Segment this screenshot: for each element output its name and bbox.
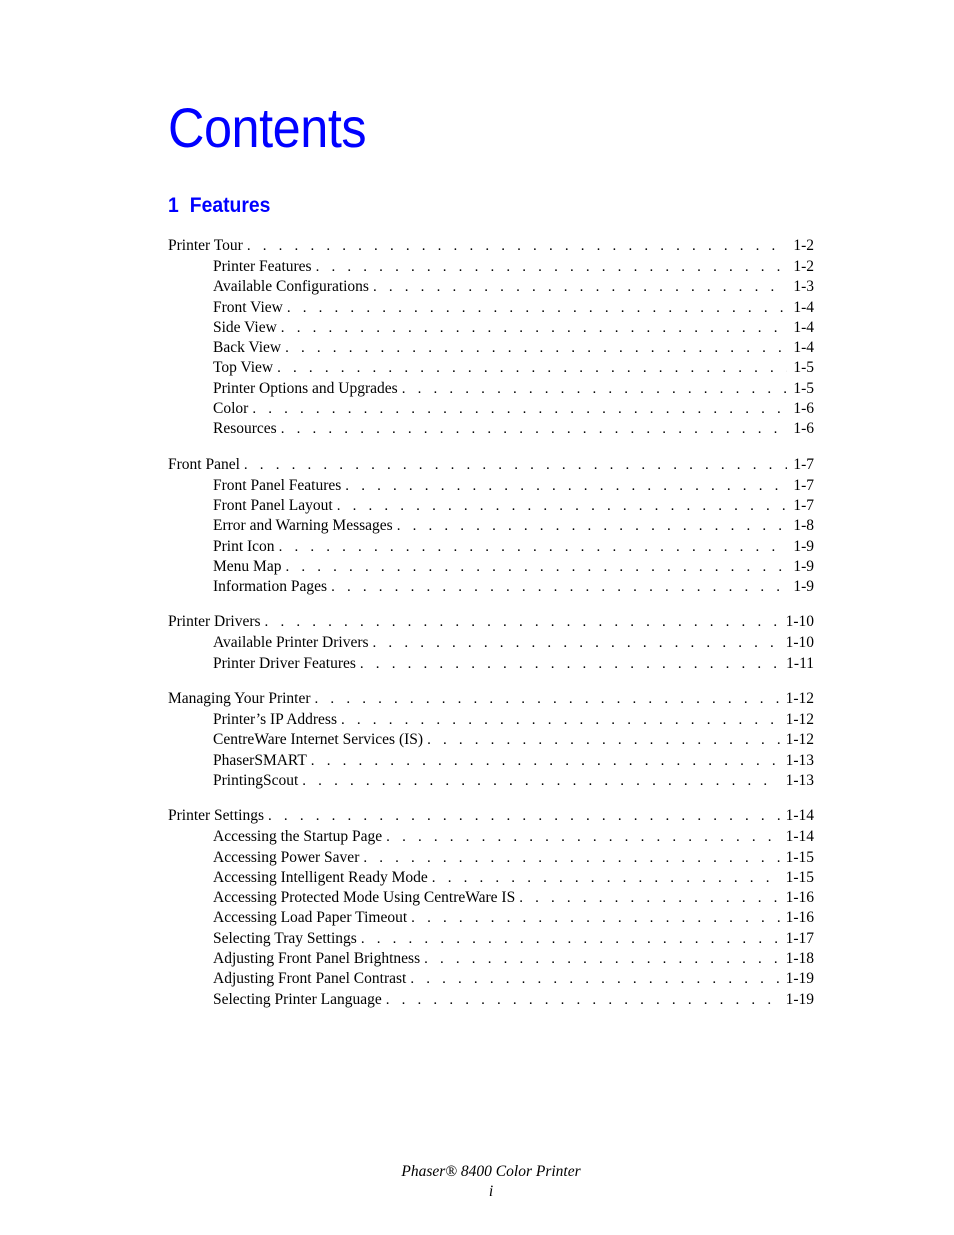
toc-subsection-entry[interactable] <box>168 868 814 888</box>
toc-entry-page-number: 1-9 <box>793 537 814 555</box>
dot-leader <box>360 654 780 674</box>
toc-entry-label: Color <box>213 400 249 418</box>
toc-subsection-entry[interactable] <box>168 827 814 847</box>
toc-entry-label: Accessing Power Saver <box>213 848 360 866</box>
toc-subsection-entry[interactable] <box>168 277 814 297</box>
dot-leader <box>315 688 780 711</box>
toc-subsection-entry[interactable] <box>168 848 814 868</box>
toc-entry-page-number: 1-9 <box>793 557 814 575</box>
toc-entry-page-number: 1-4 <box>793 318 814 336</box>
footer-product-name: Phaser® 8400 Color Printer <box>401 1163 581 1180</box>
toc-entry-label: Printer Options and Upgrades <box>213 379 398 397</box>
page-footer <box>0 1162 954 1202</box>
toc-entry-page-number: 1-5 <box>793 359 814 377</box>
toc-entry-label: Accessing the Startup Page <box>213 828 383 846</box>
table-of-contents <box>168 234 814 1023</box>
toc-subsection-entry[interactable] <box>168 577 814 597</box>
dot-leader <box>424 949 779 969</box>
toc-entry-page-number: 1-7 <box>793 455 814 473</box>
toc-entry-label: Managing Your Printer <box>168 690 311 708</box>
toc-entry-page-number: 1-7 <box>793 496 814 514</box>
dot-leader <box>331 577 787 597</box>
toc-entry-page-number: 1-16 <box>785 909 814 927</box>
dot-leader <box>410 969 779 989</box>
dot-leader <box>281 318 788 338</box>
toc-entry-label: Back View <box>213 339 282 357</box>
toc-section-entry[interactable] <box>168 804 814 827</box>
toc-entry-label: Printer Tour <box>168 237 243 254</box>
toc-section <box>168 453 814 598</box>
dot-leader <box>411 908 779 928</box>
toc-subsection-entry[interactable] <box>168 710 814 730</box>
toc-subsection-entry[interactable] <box>168 516 814 536</box>
toc-section <box>168 804 814 1010</box>
toc-entry-label: Printer Driver Features <box>213 654 356 672</box>
dot-leader <box>337 496 788 516</box>
toc-subsection-entry[interactable] <box>168 476 814 496</box>
dot-leader <box>373 277 787 297</box>
dot-leader <box>432 868 780 888</box>
toc-section <box>168 687 814 791</box>
toc-entry-label: Print Icon <box>213 537 275 555</box>
dot-leader <box>268 805 780 828</box>
dot-leader <box>386 827 779 847</box>
toc-entry-label: Front Panel Features <box>213 476 342 494</box>
toc-entry-page-number: 1-8 <box>793 517 814 535</box>
toc-subsection-entry[interactable] <box>168 379 814 399</box>
toc-entry-page-number: 1-6 <box>793 420 814 438</box>
toc-subsection-entry[interactable] <box>168 888 814 908</box>
toc-entry-page-number: 1-12 <box>785 711 814 729</box>
toc-entry-label: Available Configurations <box>213 278 369 296</box>
dot-leader <box>265 611 780 634</box>
toc-entry-page-number: 1-18 <box>785 950 814 968</box>
dot-leader <box>244 454 787 477</box>
toc-entry-label: Available Printer Drivers <box>213 634 369 652</box>
toc-entry-page-number: 1-13 <box>785 751 814 769</box>
toc-entry-label: Accessing Protected Mode Using CentreWare IS <box>213 889 516 907</box>
toc-entry-label: Adjusting Front Panel Contrast <box>213 970 407 988</box>
toc-subsection-entry[interactable] <box>168 751 814 771</box>
toc-entry-page-number: 1-4 <box>793 339 814 357</box>
toc-entry-label: Printer Features <box>213 258 312 275</box>
toc-entry-page-number: 1-5 <box>793 379 814 397</box>
chapter-title: Features <box>189 194 271 217</box>
dot-leader <box>361 929 780 949</box>
toc-entry-label: Selecting Printer Language <box>213 990 382 1008</box>
toc-section-entry[interactable] <box>168 610 814 633</box>
toc-entry-page-number: 1-10 <box>785 634 814 652</box>
toc-entry-page-number: 1-12 <box>785 731 814 749</box>
dot-leader <box>363 848 779 868</box>
dot-leader <box>345 476 787 496</box>
toc-entry-label: Side View <box>213 318 277 336</box>
dot-leader <box>373 633 780 653</box>
toc-entry-page-number: 1-14 <box>785 807 814 825</box>
toc-entry-page-number: 1-2 <box>793 237 814 254</box>
toc-entry-label: Front Panel Layout <box>213 496 333 514</box>
toc-entry-page-number: 1-15 <box>785 848 814 866</box>
toc-section <box>168 610 814 674</box>
toc-section-entry[interactable] <box>168 453 814 476</box>
toc-entry-page-number: 1-2 <box>793 258 814 275</box>
toc-entry-page-number: 1-11 <box>786 654 814 672</box>
toc-subsection-entry[interactable] <box>168 537 814 557</box>
toc-entry-label: CentreWare Internet Services (IS) <box>213 731 424 749</box>
toc-subsection-entry[interactable] <box>168 730 814 750</box>
toc-entry-label: Front View <box>213 298 283 316</box>
toc-subsection-entry[interactable] <box>168 419 814 439</box>
toc-entry-page-number: 1-19 <box>785 970 814 988</box>
toc-entry-label: Top View <box>213 359 274 377</box>
toc-entry-label: Printer Drivers <box>168 613 261 631</box>
dot-leader <box>316 257 788 277</box>
toc-entry-page-number: 1-15 <box>785 868 814 886</box>
toc-entry-label: Selecting Tray Settings <box>213 929 357 947</box>
dot-leader <box>281 419 788 439</box>
toc-entry-label: Accessing Load Paper Timeout <box>213 909 408 927</box>
toc-entry-label: Menu Map <box>213 557 282 575</box>
dot-leader <box>277 358 787 378</box>
toc-subsection-entry[interactable] <box>168 908 814 928</box>
toc-subsection-entry[interactable] <box>168 990 814 1010</box>
toc-entry-page-number: 1-7 <box>793 476 814 494</box>
toc-entry-label: Information Pages <box>213 578 328 596</box>
dot-leader <box>519 888 779 908</box>
chapter-heading <box>168 192 270 220</box>
toc-subsection-entry[interactable] <box>168 318 814 338</box>
page-title: Contents <box>168 96 367 159</box>
toc-subsection-entry[interactable] <box>168 654 814 674</box>
toc-entry-label: Adjusting Front Panel Brightness <box>213 950 421 968</box>
toc-entry-page-number: 1-19 <box>785 990 814 1008</box>
dot-leader <box>285 557 787 577</box>
dot-leader <box>285 338 787 358</box>
dot-leader <box>427 730 780 750</box>
toc-subsection-entry[interactable] <box>168 496 814 516</box>
toc-entry-page-number: 1-13 <box>785 771 814 789</box>
toc-entry-label: Resources <box>213 420 277 438</box>
toc-entry-label: PhaserSMART <box>213 751 307 769</box>
dot-leader <box>302 771 779 791</box>
toc-section-entry[interactable] <box>168 234 814 257</box>
toc-subsection-entry[interactable] <box>168 771 814 791</box>
toc-subsection-entry[interactable] <box>168 338 814 358</box>
footer-page-number: i <box>488 1183 494 1200</box>
dot-leader <box>386 990 780 1010</box>
toc-entry-page-number: 1-17 <box>785 929 814 947</box>
toc-subsection-entry[interactable] <box>168 557 814 577</box>
dot-leader <box>311 751 780 771</box>
toc-entry-page-number: 1-9 <box>793 578 814 596</box>
chapter-number: 1 <box>168 194 179 217</box>
toc-entry-label: PrintingScout <box>213 771 299 789</box>
toc-entry-label: Accessing Intelligent Ready Mode <box>213 868 428 886</box>
toc-entry-page-number: 1-4 <box>793 298 814 316</box>
toc-entry-page-number: 1-12 <box>785 690 814 708</box>
dot-leader <box>247 235 787 258</box>
toc-subsection-entry[interactable] <box>168 358 814 378</box>
toc-subsection-entry[interactable] <box>168 399 814 419</box>
toc-entry-page-number: 1-6 <box>793 400 814 418</box>
toc-section-entry[interactable] <box>168 687 814 710</box>
toc-subsection-entry[interactable] <box>168 257 814 277</box>
toc-subsection-entry[interactable] <box>168 929 814 949</box>
dot-leader <box>402 379 788 399</box>
toc-entry-page-number: 1-14 <box>785 828 814 846</box>
dot-leader <box>287 298 788 318</box>
dot-leader <box>252 399 787 419</box>
toc-entry-label: Printer Settings <box>168 807 265 825</box>
dot-leader <box>341 710 780 730</box>
toc-entry-label: Error and Warning Messages <box>213 517 393 535</box>
toc-entry-label: Printer’s IP Address <box>213 711 337 729</box>
toc-section <box>168 234 814 440</box>
dot-leader <box>397 516 788 536</box>
toc-subsection-entry[interactable] <box>168 633 814 653</box>
toc-subsection-entry[interactable] <box>168 969 814 989</box>
toc-entry-page-number: 1-10 <box>785 613 814 631</box>
toc-subsection-entry[interactable] <box>168 298 814 318</box>
toc-entry-page-number: 1-3 <box>793 278 814 296</box>
toc-entry-page-number: 1-16 <box>785 889 814 907</box>
toc-entry-label: Front Panel <box>168 455 240 473</box>
dot-leader <box>279 537 788 557</box>
toc-subsection-entry[interactable] <box>168 949 814 969</box>
